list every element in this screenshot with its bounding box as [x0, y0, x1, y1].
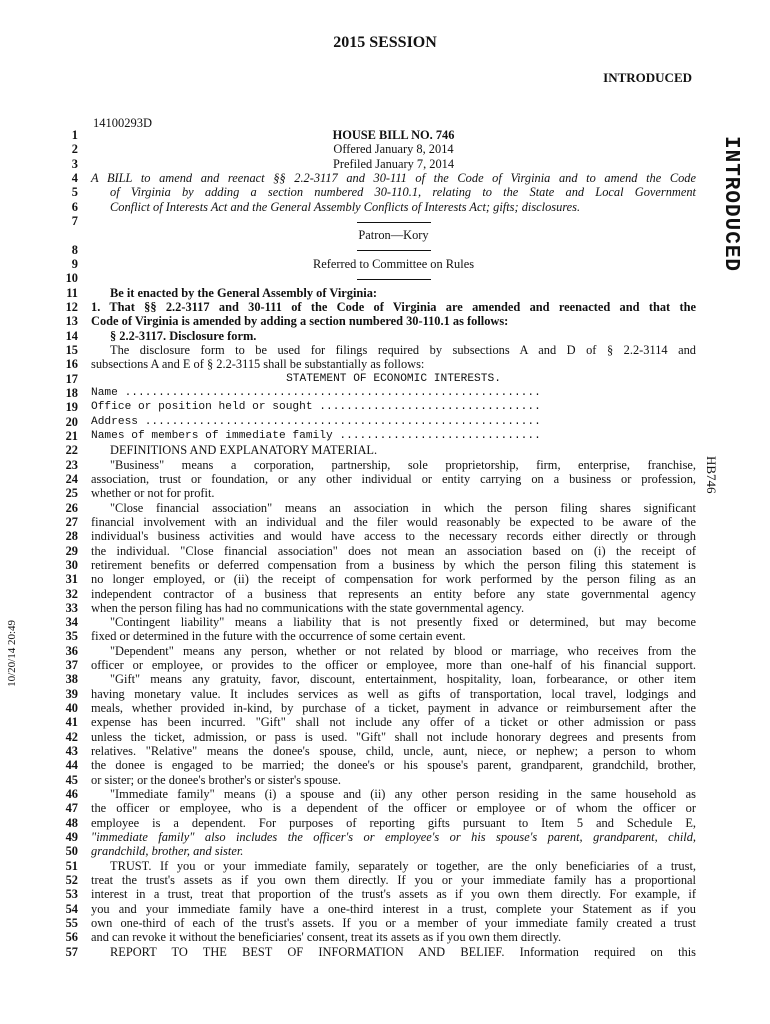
bill-line: [54, 357, 696, 371]
line-number: 39: [65, 686, 78, 701]
line-number: 57: [65, 944, 78, 959]
line-text: Be it enacted by the General Assembly of Virginia:: [110, 285, 378, 300]
bill-line: [54, 157, 696, 171]
bill-line: [54, 372, 696, 386]
line-text: subsections A and E of § 2.2-3115 shall be substantially as follows:: [91, 357, 425, 372]
line-text: Name ..............................................................: [91, 386, 541, 399]
separator-rule: [91, 243, 696, 257]
line-text: relatives. "Relative" means the donee's spouse, child, uncle, aunt, niece, or nephew; a person to whom: [91, 744, 696, 759]
line-text: DEFINITIONS AND EXPLANATORY MATERIAL.: [110, 443, 378, 458]
line-text: meals, whether provided in-kind, by purchase of a ticket, payment in advance or reimbursement after the: [91, 701, 696, 716]
bill-line: [54, 472, 696, 486]
line-text: the donee is engaged to be married; the donee's or his spouse's parent, grandparent, grandchild, brother,: [91, 758, 696, 773]
line-text: "Business" means a corporation, partnership, sole proprietorship, firm, enterprise, franchise,: [110, 457, 696, 472]
bill-line: [54, 730, 696, 744]
bill-line: [54, 758, 696, 772]
line-number: 36: [65, 643, 78, 658]
line-number: 4: [71, 170, 78, 185]
line-number: 6: [71, 199, 78, 214]
bill-line: [54, 429, 696, 443]
line-number: 32: [65, 586, 78, 601]
bill-line: [54, 128, 696, 142]
line-number: 56: [65, 930, 78, 945]
bill-line: [54, 400, 696, 414]
line-number: 51: [65, 858, 78, 873]
line-text: officer or employee, or provides to the officer or employee, more than one-half of his financial support.: [91, 658, 696, 673]
line-text: of Virginia by adding a section numbered 30-110.1, relating to the State and Local Government: [110, 185, 696, 200]
line-number: 2: [71, 142, 78, 157]
line-number: 1: [71, 128, 78, 142]
bill-line: [54, 300, 696, 314]
line-text: you and your immediate family have a one-third interest in a trust, complete your Statement as if you: [91, 901, 696, 916]
bill-line: [54, 615, 696, 629]
bill-status: INTRODUCED: [603, 70, 692, 85]
date-stamp: 10/20/14 20:49: [6, 620, 18, 687]
line-number: 22: [65, 443, 78, 458]
line-number: 24: [65, 471, 78, 486]
bill-line: [54, 486, 696, 500]
bill-line: [54, 243, 696, 257]
line-text: treat the trust's assets as if you own them directly. If you or your immediate family has a proportional: [91, 873, 696, 888]
line-number: 9: [71, 256, 78, 271]
bill-line: [54, 687, 696, 701]
line-number: 41: [65, 715, 78, 730]
bill-line: [54, 443, 696, 457]
line-text: "Contingent liability" means a liability that is not presently fixed or determined, but may become: [110, 615, 696, 630]
line-text: "Gift" means any gratuity, favor, discount, entertainment, hospitality, loan, forbearance, or other item: [110, 672, 696, 687]
line-number: 7: [71, 213, 78, 228]
line-text: STATEMENT OF ECONOMIC INTERESTS.: [286, 372, 501, 385]
divider: [357, 222, 431, 223]
bill-line: [54, 501, 696, 515]
line-text: "Immediate family" means (i) a spouse and (ii) any other person residing in the same household as: [110, 787, 696, 802]
line-text: The disclosure form to be used for filings required by subsections A and D of § 2.2-3114 and: [110, 342, 696, 357]
line-number: 52: [65, 873, 78, 888]
bill-line: [54, 744, 696, 758]
line-number: 46: [65, 787, 78, 802]
bill-line: [54, 458, 696, 472]
line-number: 13: [65, 314, 78, 329]
line-number: 53: [65, 887, 78, 902]
bill-line: [54, 658, 696, 672]
bill-text: [54, 128, 696, 959]
line-text: unless the ticket, admission, or pass is used. "Gift" shall not include honorary degrees and presents from: [91, 729, 696, 744]
line-text: "immediate family" also includes the officer's or employee's or his spouse's parent, grandparent, child,: [91, 830, 696, 845]
line-number: 8: [71, 242, 78, 257]
bill-line: [54, 945, 696, 959]
line-text: Office or position held or sought .................................: [91, 401, 541, 414]
bill-line: [54, 515, 696, 529]
line-text: employee is a dependent. For purposes of reporting gifts pursuant to Item 5 and Schedule E,: [91, 815, 696, 830]
line-number: 19: [65, 400, 78, 415]
session-header: 2015 SESSION: [333, 34, 437, 51]
line-text: Names of members of immediate family ..............................: [91, 429, 541, 442]
line-text: retirement benefits or deferred compensation from a business by which the person filing this statement is: [91, 557, 696, 572]
line-text: Offered January 8, 2014: [333, 142, 454, 157]
introduced-watermark: INTRODUCED: [719, 136, 742, 273]
line-text: 1. That §§ 2.2-3117 and 30-111 of the Code of Virginia are amended and reenacted and that the: [91, 299, 696, 314]
line-number: 38: [65, 672, 78, 687]
bill-line: [54, 830, 696, 844]
line-text: Conflict of Interests Act and the General Assembly Conflicts of Interests Act; gifts; disclosures.: [110, 199, 581, 214]
bill-line: [54, 644, 696, 658]
line-text: "Close financial association" means an association in which the person filing shares significant: [110, 500, 696, 515]
line-number: 29: [65, 543, 78, 558]
bill-line: [54, 787, 696, 801]
divider: [357, 279, 431, 280]
line-text: whether or not for profit.: [91, 486, 215, 501]
bill-line: [54, 142, 696, 156]
line-text: and can revoke it without the beneficiaries' consent, treat its assets as if you own them directly.: [91, 930, 562, 945]
bill-line: [54, 415, 696, 429]
bill-line: [54, 930, 696, 944]
bill-line: [54, 286, 696, 300]
separator-rule: [91, 271, 696, 285]
bill-line: [54, 314, 696, 328]
separator-rule: [91, 214, 696, 228]
line-number: 16: [65, 357, 78, 372]
line-text: individual's business activities and would have access to the necessary records either directly or through: [91, 529, 696, 544]
line-number: 20: [65, 414, 78, 429]
bill-line: [54, 715, 696, 729]
line-number: 43: [65, 744, 78, 759]
bill-line: [54, 185, 696, 199]
bill-line: [54, 844, 696, 858]
line-number: 55: [65, 916, 78, 931]
line-number: 47: [65, 801, 78, 816]
bill-line: [54, 171, 696, 185]
line-text: own one-third of each of the trust's assets. If you or a member of your immediate family created a trust: [91, 916, 696, 931]
bill-line: [54, 629, 696, 643]
bill-line: [54, 873, 696, 887]
line-number: 31: [65, 572, 78, 587]
line-text: interest in a trust, treat that proportion of the trust's assets as if you own them directly. For example, if: [91, 887, 696, 902]
line-text: expense has been incurred. "Gift" shall not include any offer of a ticket or other admission or pass: [91, 715, 696, 730]
line-number: 45: [65, 772, 78, 787]
line-text: Patron—Kory: [358, 228, 429, 243]
line-number: 34: [65, 615, 78, 630]
bill-line: [54, 343, 696, 357]
line-text: "Dependent" means any person, whether or not related by blood or marriage, who receives from the: [110, 643, 696, 658]
line-text: the individual. "Close financial association" does not mean an association based on (i) the receipt of: [91, 543, 696, 558]
bill-code-sidebar: HB746: [704, 456, 719, 494]
line-number: 49: [65, 830, 78, 845]
line-text: Address ...........................................................: [91, 415, 541, 428]
line-number: 15: [65, 342, 78, 357]
line-text: § 2.2-3117. Disclosure form.: [110, 328, 257, 343]
line-text: association, trust or foundation, or any other individual or entity carrying on a business or profession,: [91, 471, 696, 486]
bill-line: [54, 587, 696, 601]
bill-line: [54, 701, 696, 715]
line-number: 35: [65, 629, 78, 644]
divider: [357, 250, 431, 251]
line-number: 23: [65, 457, 78, 472]
line-number: 21: [65, 428, 78, 443]
line-number: 25: [65, 486, 78, 501]
line-number: 10: [65, 271, 78, 286]
document-id: 14100293D: [93, 116, 153, 130]
bill-line: [54, 228, 696, 242]
bill-line: [54, 558, 696, 572]
line-text: fixed or determined in the future with the occurrence of some certain event.: [91, 629, 466, 644]
bill-line: [54, 386, 696, 400]
line-text: A BILL to amend and reenact §§ 2.2-3117 and 30-111 of the Code of Virginia and to amend the Code: [91, 170, 696, 185]
line-text: TRUST. If you or your immediate family, separately or together, are the only beneficiaries of a trust,: [110, 858, 696, 873]
line-number: 37: [65, 658, 78, 673]
line-text: HOUSE BILL NO. 746: [332, 128, 455, 142]
line-text: independent contractor of a business that represents an entity before any state governmental agency: [91, 586, 696, 601]
line-number: 11: [66, 285, 78, 300]
bill-line: [54, 902, 696, 916]
bill-line: [54, 887, 696, 901]
line-number: 40: [65, 701, 78, 716]
line-text: REPORT TO THE BEST OF INFORMATION AND BELIEF. Information required on this: [110, 944, 696, 959]
bill-line: [54, 257, 696, 271]
line-text: the officer or employee, who is a dependent of the officer or employee or of whom the officer or: [91, 801, 696, 816]
bill-line: [54, 572, 696, 586]
line-number: 48: [65, 815, 78, 830]
line-text: financial involvement with an individual and the filer would reasonably be expected to be aware of the: [91, 514, 696, 529]
line-number: 44: [65, 758, 78, 773]
line-number: 18: [65, 385, 78, 400]
bill-line: [54, 773, 696, 787]
bill-line: [54, 271, 696, 285]
line-number: 33: [65, 600, 78, 615]
line-text: no longer employed, or (ii) the receipt of compensation for work performed by the person filing as an: [91, 572, 696, 587]
line-text: when the person filing has had no communications with the state governmental agency.: [91, 600, 525, 615]
line-number: 14: [65, 328, 78, 343]
bill-line: [54, 601, 696, 615]
bill-line: [54, 859, 696, 873]
bill-line: [54, 329, 696, 343]
line-number: 30: [65, 557, 78, 572]
line-number: 28: [65, 529, 78, 544]
line-number: 12: [65, 299, 78, 314]
bill-line: [54, 916, 696, 930]
bill-line: [54, 214, 696, 228]
line-number: 5: [71, 185, 78, 200]
line-number: 42: [65, 729, 78, 744]
line-number: 3: [71, 156, 78, 171]
line-text: Referred to Committee on Rules: [312, 256, 475, 271]
bill-line: [54, 801, 696, 815]
line-text: or sister; or the donee's brother's or sister's spouse.: [91, 772, 341, 787]
line-number: 27: [65, 514, 78, 529]
line-text: Prefiled January 7, 2014: [332, 156, 455, 171]
line-text: Code of Virginia is amended by adding a section numbered 30-110.1 as follows:: [91, 314, 509, 329]
line-number: 17: [65, 371, 78, 386]
bill-line: [54, 672, 696, 686]
bill-line: [54, 544, 696, 558]
line-number: 50: [65, 844, 78, 859]
line-text: grandchild, brother, and sister.: [91, 844, 244, 859]
line-number: 26: [65, 500, 78, 515]
bill-line: [54, 200, 696, 214]
line-number: 54: [65, 901, 78, 916]
bill-line: [54, 816, 696, 830]
line-text: having monetary value. It includes services as well as gifts of transportation, local travel, lodgings and: [91, 686, 696, 701]
bill-line: [54, 529, 696, 543]
